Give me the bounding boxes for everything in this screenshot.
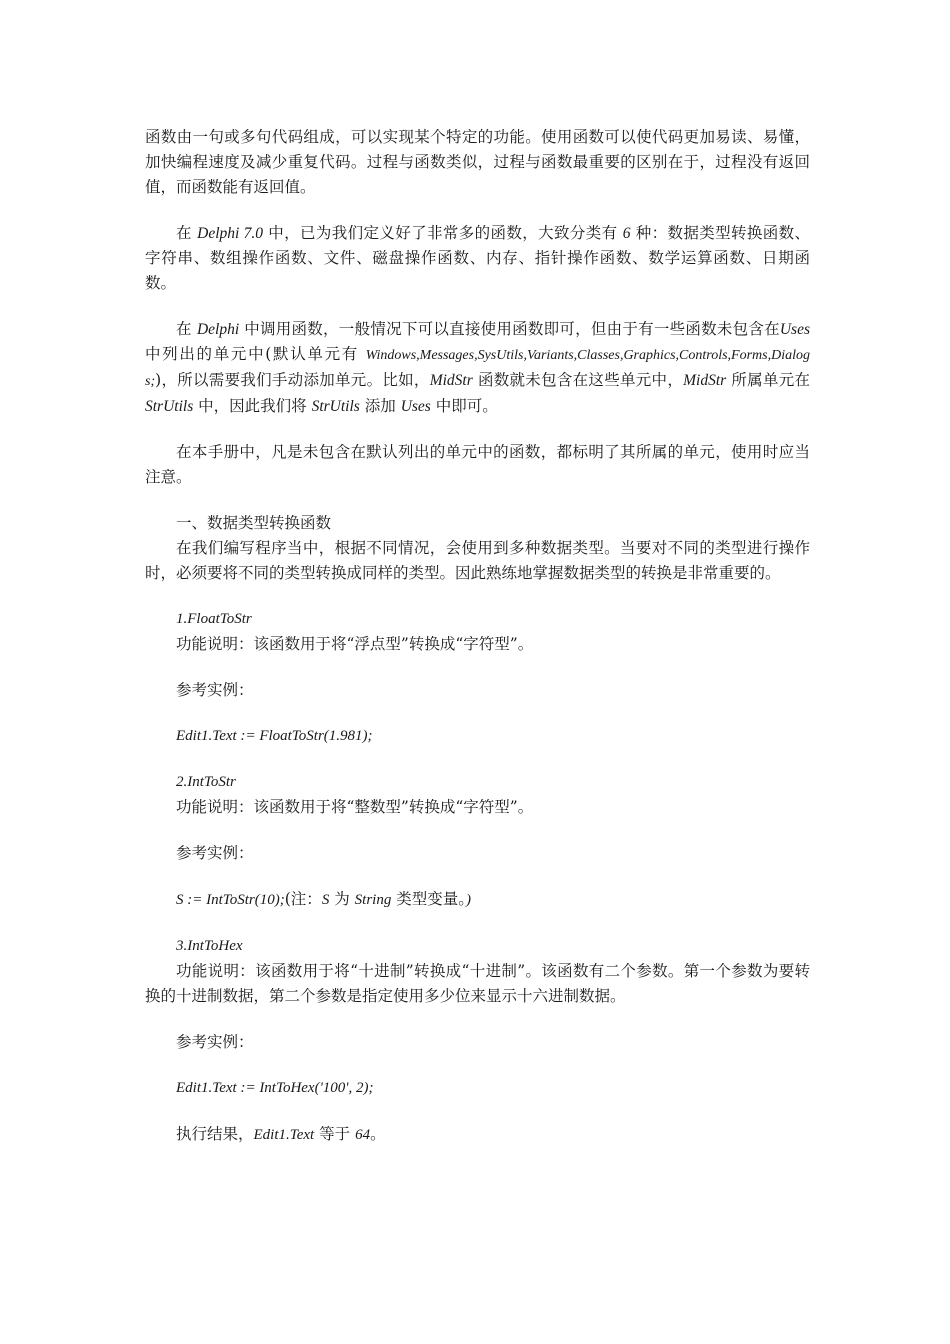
text-run: 执行结果，	[176, 1125, 254, 1143]
example-label: 参考实例：	[176, 681, 254, 699]
type-name: String	[354, 892, 392, 908]
manual-note-paragraph: 在本手册中，凡是未包含在默认列出的单元中的函数，都标明了其所属的单元，使用时应当注意。	[145, 443, 810, 486]
function-block	[145, 934, 810, 1009]
uses-term: Uses	[400, 398, 431, 415]
category-count: 6	[622, 225, 631, 242]
text-run: 在	[176, 320, 197, 338]
note-text: (注：	[284, 890, 322, 908]
variable-name: S	[321, 892, 330, 908]
execution-result	[176, 1122, 810, 1148]
text-run: 在	[176, 224, 198, 242]
text-run: 中，已为我们定义好了非常多的函数，大致分类有	[262, 224, 623, 242]
note-text: 类型变量。	[391, 890, 467, 908]
note-text: )	[466, 892, 472, 908]
note-text: 为	[329, 890, 355, 908]
example-code	[176, 887, 810, 913]
code-text: S := IntToStr(10);	[176, 892, 285, 908]
function-description: 功能说明：该函数用于将“十进制”转换成“十进制”。该函数有二个参数。第一个参数为要转换的十进制数据，第二个参数是指定使用多少位来显示十六进制数据。	[145, 962, 810, 1005]
strutils-term: StrUtils	[311, 398, 360, 415]
function-name: 2.IntToStr	[176, 774, 236, 790]
text-run: 种：数据类型转换函数、字符串、数组操作函数、文件、磁盘操作函数、内存、指针操作函数、数学运算函数、日期函数。	[145, 224, 810, 292]
result-field: Edit1.Text	[253, 1127, 315, 1143]
midstr-term: MidStr	[429, 372, 473, 389]
delphi-overview-paragraph	[145, 221, 810, 296]
example-code: Edit1.Text := FloatToStr(1.981);	[176, 728, 373, 744]
default-units-list: Windows,Messages,SysUtils,Variants,Classes,Graphics,Controls,Forms,Dialogs;	[145, 348, 810, 389]
function-block	[176, 770, 810, 820]
uses-term: Uses	[779, 321, 810, 338]
text-run: )，所以需要我们手动添加单元。比如，	[155, 371, 430, 389]
strutils-term: StrUtils	[145, 398, 194, 415]
result-value: 64	[355, 1127, 371, 1143]
section-title: 一、数据类型转换函数	[176, 514, 332, 532]
example-code: Edit1.Text := IntToHex('100', 2);	[176, 1080, 374, 1096]
function-description: 功能说明：该函数用于将“整数型”转换成“字符型”。	[176, 798, 534, 816]
text-run: 。	[370, 1125, 386, 1143]
intro-paragraph: 函数由一句或多句代码组成，可以实现某个特定的功能。使用函数可以使代码更加易读、易懂，加快编程速度及减少重复代码。过程与函数类似，过程与函数最重要的区别在于，过程没有返回值，而函数能有返回值。	[145, 128, 810, 196]
section-description: 在我们编写程序当中，根据不同情况，会使用到多种数据类型。当要对不同的类型进行操作时，必须要将不同的类型转换成同样的类型。因此熟练地掌握数据类型的转换是非常重要的。	[145, 539, 810, 582]
delphi-term: Delphi	[196, 321, 240, 338]
function-description: 功能说明：该函数用于将“浮点型”转换成“字符型”。	[176, 635, 534, 653]
text-run: 等于	[314, 1125, 356, 1143]
function-name: 3.IntToHex	[176, 938, 243, 954]
text-run: 添加	[359, 397, 401, 415]
document-page	[145, 125, 810, 1169]
delphi-version: Delphi 7.0	[197, 225, 263, 242]
example-label: 参考实例：	[176, 844, 254, 862]
text-run: 中列出的单元中(默认单元有	[145, 345, 366, 363]
function-name: 1.FloatToStr	[176, 611, 252, 627]
function-block	[176, 607, 810, 657]
text-run: 中即可。	[430, 397, 498, 415]
example-label: 参考实例：	[176, 1033, 254, 1051]
midstr-term: MidStr	[683, 372, 727, 389]
text-run: 所属单元在	[726, 371, 810, 389]
text-run: 函数就未包含在这些单元中，	[472, 371, 684, 389]
text-run: 中调用函数，一般情况下可以直接使用函数即可，但由于有一些函数未包含在	[239, 320, 780, 338]
units-paragraph	[145, 317, 810, 419]
text-run: 中，因此我们将	[193, 397, 312, 415]
